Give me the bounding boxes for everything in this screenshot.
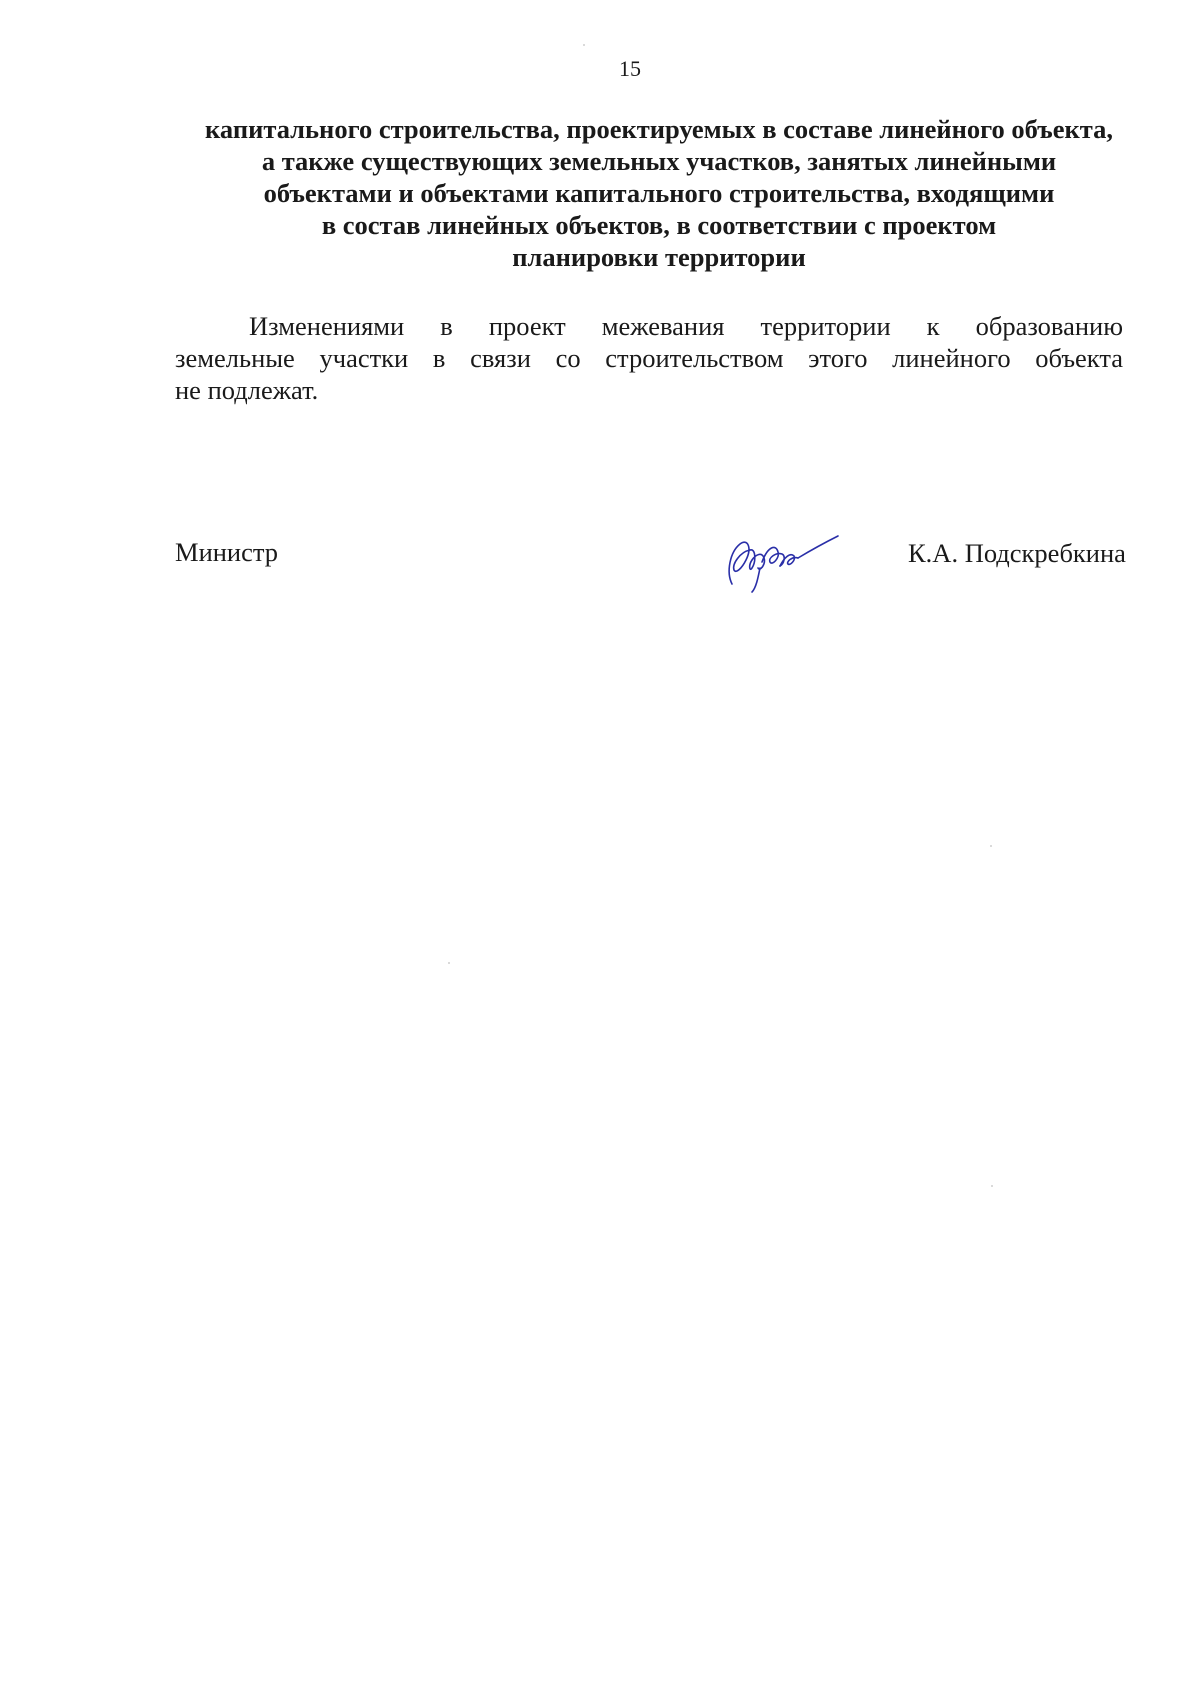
signer-position: Министр: [175, 537, 279, 567]
scan-speck: [991, 1185, 993, 1187]
body-paragraph: [175, 310, 1123, 406]
heading-line: капитального строительства, проектируемых в составе линейного объекта,: [205, 114, 1113, 144]
handwritten-signature: [722, 522, 842, 594]
signer-name: К.А. Подскребкина: [908, 538, 1126, 568]
scan-speck: [990, 845, 992, 847]
heading-line: а также существующих земельных участков, занятых линейными: [261, 146, 1057, 176]
heading-line: объектами и объектами капитального строительства, входящими: [263, 178, 1055, 208]
signature-block: [0, 532, 1200, 592]
scan-speck: [583, 44, 585, 46]
body-line: не подлежат.: [175, 375, 319, 405]
heading-line: в состав линейных объектов, в соответствии с проектом: [321, 210, 997, 240]
body-line: Изменениями в проект межевания территории к образованию: [249, 311, 1123, 341]
page-number: 15: [619, 56, 641, 81]
scan-speck: [448, 962, 450, 964]
body-line: земельные участки в связи со строительством этого линейного объекта: [175, 343, 1123, 373]
section-heading: [170, 113, 1148, 273]
heading-line: планировки территории: [512, 242, 806, 272]
